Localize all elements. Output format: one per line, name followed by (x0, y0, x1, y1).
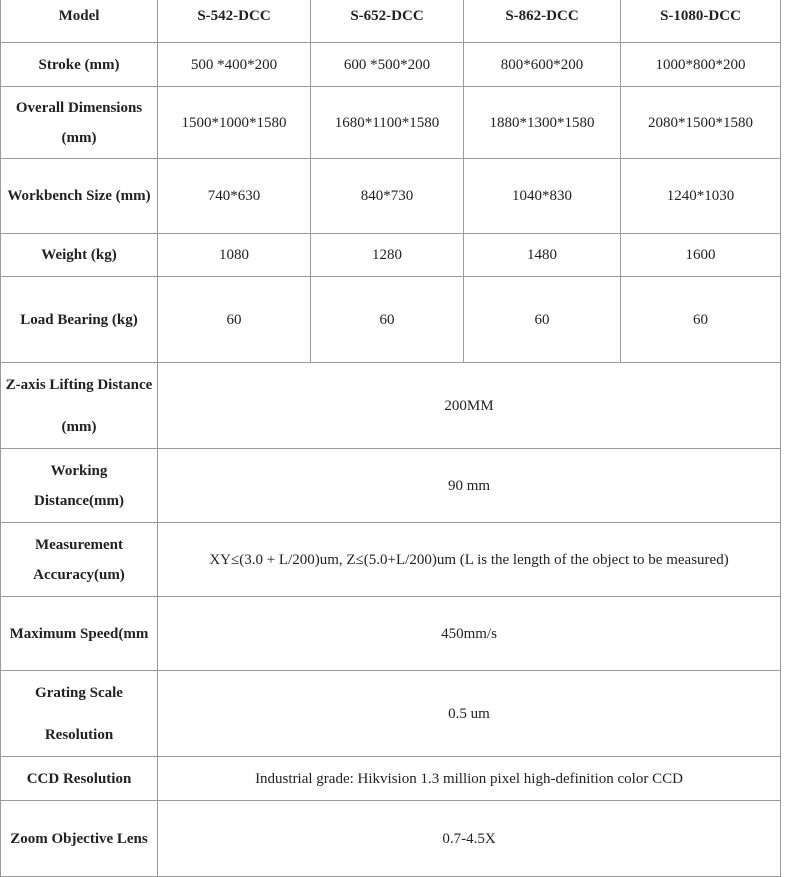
table-row (1, 671, 781, 757)
table-row (1, 363, 781, 449)
model-name-cell: S-542-DCC (158, 0, 311, 43)
value-cell: 60 (158, 277, 311, 363)
table-row (1, 757, 781, 801)
row-label: Zoom Objective Lens (1, 801, 158, 877)
row-label: Grating Scale Resolution (1, 671, 158, 757)
row-label: Workbench Size (mm) (1, 159, 158, 234)
table-row (1, 449, 781, 523)
value-cell: 1600 (621, 234, 781, 277)
value-cell: 200MM (158, 363, 781, 449)
table-row (1, 43, 781, 87)
value-cell: 1680*1100*1580 (311, 87, 464, 159)
value-cell: 600 *500*200 (311, 43, 464, 87)
table-row (1, 277, 781, 363)
row-label: Stroke (mm) (1, 43, 158, 87)
model-name-cell: S-1080-DCC (621, 0, 781, 43)
value-cell: 1080 (158, 234, 311, 277)
value-cell: 800*600*200 (464, 43, 621, 87)
value-cell: 840*730 (311, 159, 464, 234)
table-row (1, 234, 781, 277)
row-label: Maximum Speed(mm (1, 597, 158, 671)
value-cell: 1040*830 (464, 159, 621, 234)
model-name-cell: S-652-DCC (311, 0, 464, 43)
table-row (1, 597, 781, 671)
value-cell: 2080*1500*1580 (621, 87, 781, 159)
row-label: Z-axis Lifting Distance (mm) (1, 363, 158, 449)
value-cell: 1280 (311, 234, 464, 277)
row-label: CCD Resolution (1, 757, 158, 801)
value-cell: 1880*1300*1580 (464, 87, 621, 159)
value-cell: 500 *400*200 (158, 43, 311, 87)
table-row (1, 801, 781, 877)
value-cell: 60 (621, 277, 781, 363)
row-label: Working Distance(mm) (1, 449, 158, 523)
model-name-cell: S-862-DCC (464, 0, 621, 43)
row-label: Measurement Accuracy(um) (1, 523, 158, 597)
row-label: Weight (kg) (1, 234, 158, 277)
value-cell: 1240*1030 (621, 159, 781, 234)
value-cell: 1500*1000*1580 (158, 87, 311, 159)
value-cell: 0.7-4.5X (158, 801, 781, 877)
value-cell: 450mm/s (158, 597, 781, 671)
value-cell: 0.5 um (158, 671, 781, 757)
value-cell: 60 (464, 277, 621, 363)
table-row (1, 159, 781, 234)
table-header-row (1, 0, 781, 43)
value-cell: Industrial grade: Hikvision 1.3 million pixel high-definition color CCD (158, 757, 781, 801)
table-row (1, 87, 781, 159)
value-cell: 1480 (464, 234, 621, 277)
model-header-cell: Model (1, 0, 158, 43)
row-label: Overall Dimensions (mm) (1, 87, 158, 159)
value-cell: 60 (311, 277, 464, 363)
value-cell: XY≤(3.0 + L/200)um, Z≤(5.0+L/200)um (L is the length of the object to be measured) (158, 523, 781, 597)
value-cell: 1000*800*200 (621, 43, 781, 87)
table-row (1, 523, 781, 597)
row-label: Load Bearing (kg) (1, 277, 158, 363)
value-cell: 740*630 (158, 159, 311, 234)
value-cell: 90 mm (158, 449, 781, 523)
